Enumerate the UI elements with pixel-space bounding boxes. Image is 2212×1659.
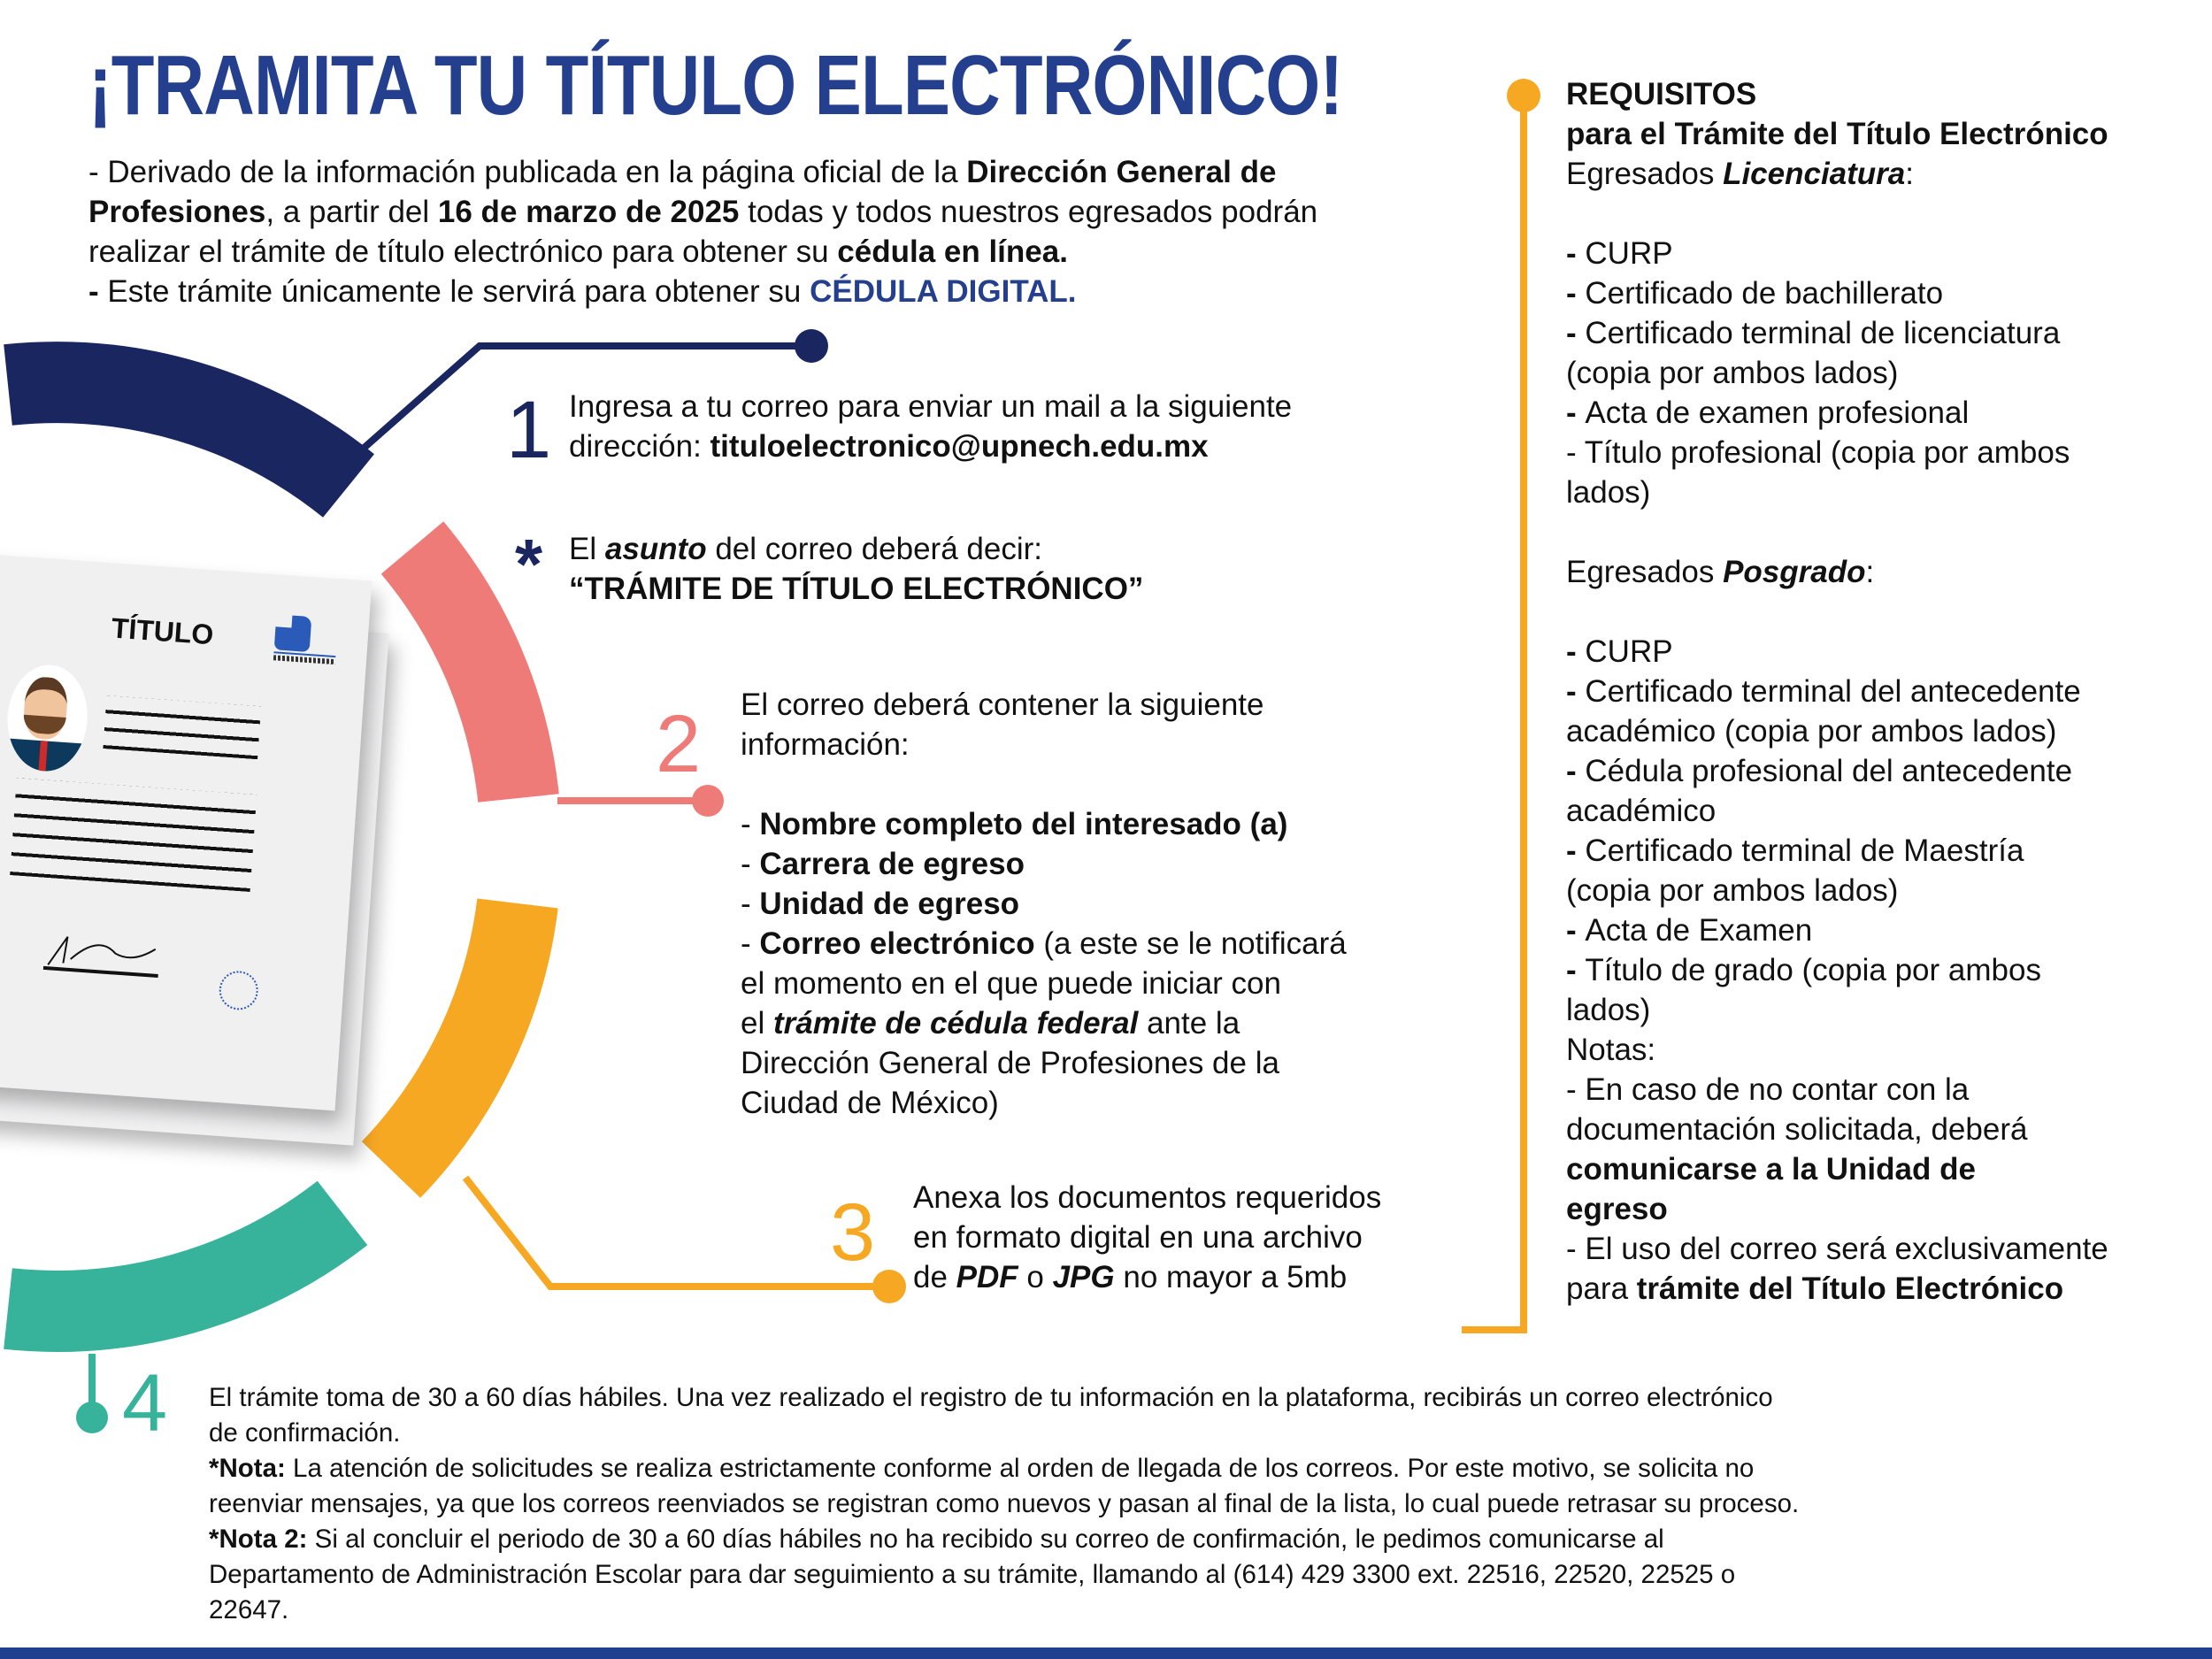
text-segment: (copia por ambos lados) <box>1566 356 1899 390</box>
step-3-text <box>913 1178 1381 1297</box>
document-lines-2 <box>10 778 257 892</box>
text-segment: Cédula profesional del antecedente <box>1585 754 2073 788</box>
text-line <box>741 964 1347 1003</box>
text-line <box>1566 751 2108 791</box>
text-line <box>1566 831 2108 871</box>
text-segment: - <box>741 887 760 921</box>
text-segment: ante la <box>1138 1006 1240 1041</box>
text-segment: (copia por ambos lados) <box>1566 873 1899 908</box>
text-line <box>209 1451 1799 1486</box>
text-segment: Carrera de egreso <box>759 847 1025 881</box>
text-line <box>1566 74 2108 114</box>
text-segment: Egresados <box>1566 555 1724 589</box>
paper-front <box>0 553 372 1111</box>
signature-icon <box>43 931 161 978</box>
text-segment: - <box>1566 833 1586 868</box>
text-line <box>913 1178 1381 1217</box>
text-segment: para <box>1566 1271 1637 1306</box>
document-lines <box>103 695 261 759</box>
text-line <box>1566 552 2108 592</box>
text-segment: REQUISITOS <box>1566 77 1757 111</box>
text-segment: El <box>569 532 605 566</box>
text-line <box>1566 1030 2108 1070</box>
arc-pink <box>412 548 518 798</box>
text-segment: Departamento de Administración Escolar para dar seguimiento a su trámite, llamando al (614) 429 3300 ext. 22516, 22520, 22525 o <box>209 1560 1736 1589</box>
text-line <box>741 764 1347 804</box>
text-segment: todas y todos nuestros egresados podrán <box>739 195 1318 229</box>
text-line <box>1566 234 2108 273</box>
text-line <box>1566 194 2108 234</box>
text-line <box>1566 393 2108 433</box>
arc-navy <box>8 382 349 486</box>
text-segment: Posgrado <box>1723 555 1866 589</box>
text-segment: tituloelectronico@upnech.edu.mx <box>710 429 1209 464</box>
text-line <box>1566 1269 2108 1309</box>
step-1-number: 1 <box>506 385 552 475</box>
upn-logo <box>273 614 338 672</box>
text-line <box>1566 433 2108 472</box>
text-segment <box>741 767 749 802</box>
text-segment: Certificado terminal de licenciatura <box>1585 316 2061 350</box>
text-segment: - El uso del correo será exclusivamente <box>1566 1232 2108 1266</box>
requisitos-panel <box>1566 74 2108 1309</box>
asterisk-icon: * <box>515 525 543 603</box>
text-line <box>1566 472 2108 512</box>
text-segment: trámite del Título Electrónico <box>1636 1271 2064 1306</box>
text-segment: - <box>1566 316 1586 350</box>
text-segment: - <box>1566 674 1586 709</box>
text-line <box>1566 672 2108 711</box>
text-line <box>1566 1110 2108 1149</box>
text-line <box>1566 1189 2108 1229</box>
text-segment: del correo deberá decir: <box>706 532 1042 566</box>
text-segment: - <box>1566 754 1586 788</box>
text-line <box>569 426 1292 466</box>
text-line <box>1566 313 2108 353</box>
text-segment: - <box>1566 634 1586 669</box>
text-segment: o <box>1018 1260 1053 1294</box>
step-3-number: 3 <box>830 1187 876 1278</box>
text-line <box>1566 871 2108 910</box>
text-segment: Certificado terminal de Maestría <box>1585 833 2024 868</box>
text-segment: Dirección General de <box>966 155 1277 189</box>
arc-orange <box>391 903 518 1170</box>
text-segment: Acta de Examen <box>1585 913 1813 948</box>
text-line <box>1566 1229 2108 1269</box>
text-line <box>1566 711 2108 751</box>
text-segment: - <box>741 807 760 841</box>
footer-bar <box>0 1647 2212 1659</box>
text-segment: el momento en el que puede iniciar con <box>741 966 1281 1001</box>
text-segment: - <box>1566 953 1586 987</box>
text-segment: Certificado terminal del antecedente <box>1585 674 2081 709</box>
text-line <box>569 387 1292 426</box>
text-segment: Unidad de egreso <box>759 887 1020 921</box>
text-segment: Acta de examen profesional <box>1585 396 1970 430</box>
title-document-illustration <box>0 566 389 1133</box>
text-segment: - <box>1566 396 1586 430</box>
text-segment: CÉDULA DIGITAL. <box>810 274 1077 309</box>
text-line <box>1566 791 2108 831</box>
text-segment: 16 de marzo de 2025 <box>437 195 740 229</box>
seal-icon <box>218 970 259 1011</box>
text-segment: de <box>913 1260 956 1294</box>
text-line <box>88 232 1317 272</box>
text-segment: no mayor a 5mb <box>1114 1260 1348 1294</box>
avatar <box>4 663 91 774</box>
text-segment: - <box>1566 276 1586 311</box>
dot-navy <box>795 329 828 363</box>
text-segment: - <box>88 274 108 309</box>
document-heading: TÍTULO <box>110 611 215 651</box>
text-line <box>741 685 1347 725</box>
text-segment: *Nota 2: <box>209 1525 308 1554</box>
text-line <box>1566 632 2108 672</box>
requisitos-line <box>1462 96 1524 1330</box>
text-segment: reenviar mensajes, ya que los correos reenviados se registran como nuevos y pasan al final de la lista, lo cual puede retrasar su proceso. <box>209 1489 1800 1518</box>
text-segment: comunicarse a la Unidad de <box>1566 1152 1976 1187</box>
text-segment: - <box>741 926 760 961</box>
dot-green <box>76 1402 108 1433</box>
text-line <box>209 1557 1799 1593</box>
text-line <box>209 1380 1799 1416</box>
text-segment: Nombre completo del interesado (a) <box>759 807 1288 841</box>
text-segment <box>1566 196 1575 231</box>
text-segment: - <box>1566 236 1586 271</box>
text-line <box>1566 990 2108 1030</box>
text-segment: - Título profesional (copia por ambos <box>1566 435 2070 470</box>
text-line <box>741 1083 1347 1123</box>
text-line <box>1566 1149 2108 1189</box>
step-4-number: 4 <box>122 1358 168 1448</box>
text-line <box>741 924 1347 964</box>
subject-note-text <box>569 529 1143 609</box>
text-segment: , a partir del <box>265 195 438 229</box>
text-segment: La atención de solicitudes se realiza estrictamente conforme al orden de llegada de los correos. Por este motivo, se solicita no <box>285 1454 1755 1483</box>
text-segment: : <box>1905 157 1914 191</box>
text-line <box>209 1593 1799 1628</box>
text-line <box>209 1486 1799 1522</box>
text-segment: Título de grado (copia por ambos <box>1585 953 2041 987</box>
text-segment: “TRÁMITE DE TÍTULO ELECTRÓNICO” <box>569 572 1144 606</box>
text-line <box>741 884 1347 924</box>
text-line <box>741 844 1347 884</box>
text-segment: JPG <box>1052 1260 1115 1294</box>
text-line <box>209 1416 1799 1451</box>
page-title: ¡TRAMITA TU TÍTULO ELECTRÓNICO! <box>88 38 1343 133</box>
text-segment: documentación solicitada, deberá <box>1566 1112 2028 1147</box>
text-segment: *Nota: <box>209 1454 286 1483</box>
text-segment: Profesiones <box>88 195 266 229</box>
text-line <box>88 152 1317 192</box>
text-line <box>88 272 1317 311</box>
text-line <box>1566 950 2108 990</box>
text-line <box>1566 592 2108 632</box>
text-segment: cédula en línea. <box>837 234 1068 269</box>
step-2-text <box>741 685 1347 1123</box>
dot-requisitos <box>1507 79 1540 112</box>
text-segment: (a este se le notificará <box>1034 926 1347 961</box>
text-segment: Correo electrónico <box>759 926 1035 961</box>
step-4-text <box>209 1380 1799 1628</box>
text-segment: dirección: <box>569 429 710 464</box>
text-segment <box>1566 515 1575 549</box>
text-segment: : <box>1865 555 1875 589</box>
text-segment: PDF <box>956 1260 1018 1294</box>
text-line <box>1566 353 2108 393</box>
text-line <box>569 569 1143 609</box>
text-line <box>1566 154 2108 194</box>
text-segment: de confirmación. <box>209 1418 401 1448</box>
text-segment: lados) <box>1566 475 1651 510</box>
text-segment: - Derivado de la información publicada en la página oficial de la <box>88 155 967 189</box>
text-segment: para el Trámite del Título Electrónico <box>1566 117 2108 151</box>
text-line <box>569 529 1143 569</box>
text-line <box>741 1043 1347 1083</box>
text-segment: Este trámite únicamente le servirá para obtener su <box>107 274 810 309</box>
text-segment: Licenciatura <box>1723 157 1906 191</box>
text-line <box>1566 512 2108 552</box>
text-line <box>913 1257 1381 1297</box>
text-segment <box>1566 595 1575 629</box>
text-line <box>741 1003 1347 1043</box>
text-line <box>741 725 1347 764</box>
text-line <box>913 1217 1381 1257</box>
text-segment: lados) <box>1566 993 1651 1027</box>
text-segment: Notas: <box>1566 1033 1656 1067</box>
text-segment: CURP <box>1585 236 1673 271</box>
intro-text <box>88 152 1317 311</box>
dot-pink <box>692 785 724 817</box>
text-segment: Dirección General de Profesiones de la <box>741 1046 1279 1080</box>
text-line <box>1566 1070 2108 1110</box>
text-segment: - <box>741 847 760 881</box>
text-line <box>88 192 1317 232</box>
text-segment: - <box>1566 913 1586 948</box>
text-segment: Ciudad de México) <box>741 1086 999 1120</box>
step-2-number: 2 <box>656 699 702 789</box>
text-segment: el <box>741 1006 773 1041</box>
text-segment: asunto <box>604 532 707 566</box>
text-segment: Si al concluir el periodo de 30 a 60 días hábiles no ha recibido su correo de confirmación, le pedimos comunicarse al <box>307 1525 1664 1554</box>
text-segment: académico (copia por ambos lados) <box>1566 714 2057 749</box>
text-segment: realizar el trámite de título electrónico para obtener su <box>88 234 838 269</box>
text-segment: Anexa los documentos requeridos <box>913 1180 1382 1215</box>
text-segment: El trámite toma de 30 a 60 días hábiles. Una vez realizado el registro de tu información en la plataforma, recibirás un correo electrónico <box>209 1383 1773 1412</box>
text-segment: Ingresa a tu correo para enviar un mail a la siguiente <box>569 389 1293 424</box>
text-segment: 22647. <box>209 1595 289 1624</box>
text-line <box>741 804 1347 844</box>
text-segment: El correo deberá contener la siguiente <box>741 687 1264 722</box>
text-segment: académico <box>1566 794 1717 828</box>
text-line <box>1566 273 2108 313</box>
text-segment: Egresados <box>1566 157 1724 191</box>
text-segment: Certificado de bachillerato <box>1585 276 1944 311</box>
connector-orange <box>465 1178 889 1286</box>
step-1-text <box>569 387 1292 466</box>
text-segment: información: <box>741 727 910 762</box>
text-line <box>209 1522 1799 1557</box>
text-segment: - En caso de no contar con la <box>1566 1072 1970 1107</box>
text-segment: trámite de cédula federal <box>772 1006 1139 1041</box>
arc-green <box>8 1213 342 1311</box>
text-segment: CURP <box>1585 634 1673 669</box>
text-segment: en formato digital en una archivo <box>913 1220 1363 1255</box>
dot-orange <box>872 1270 906 1303</box>
text-segment: egreso <box>1566 1192 1668 1226</box>
text-line <box>1566 910 2108 950</box>
text-line <box>1566 114 2108 154</box>
